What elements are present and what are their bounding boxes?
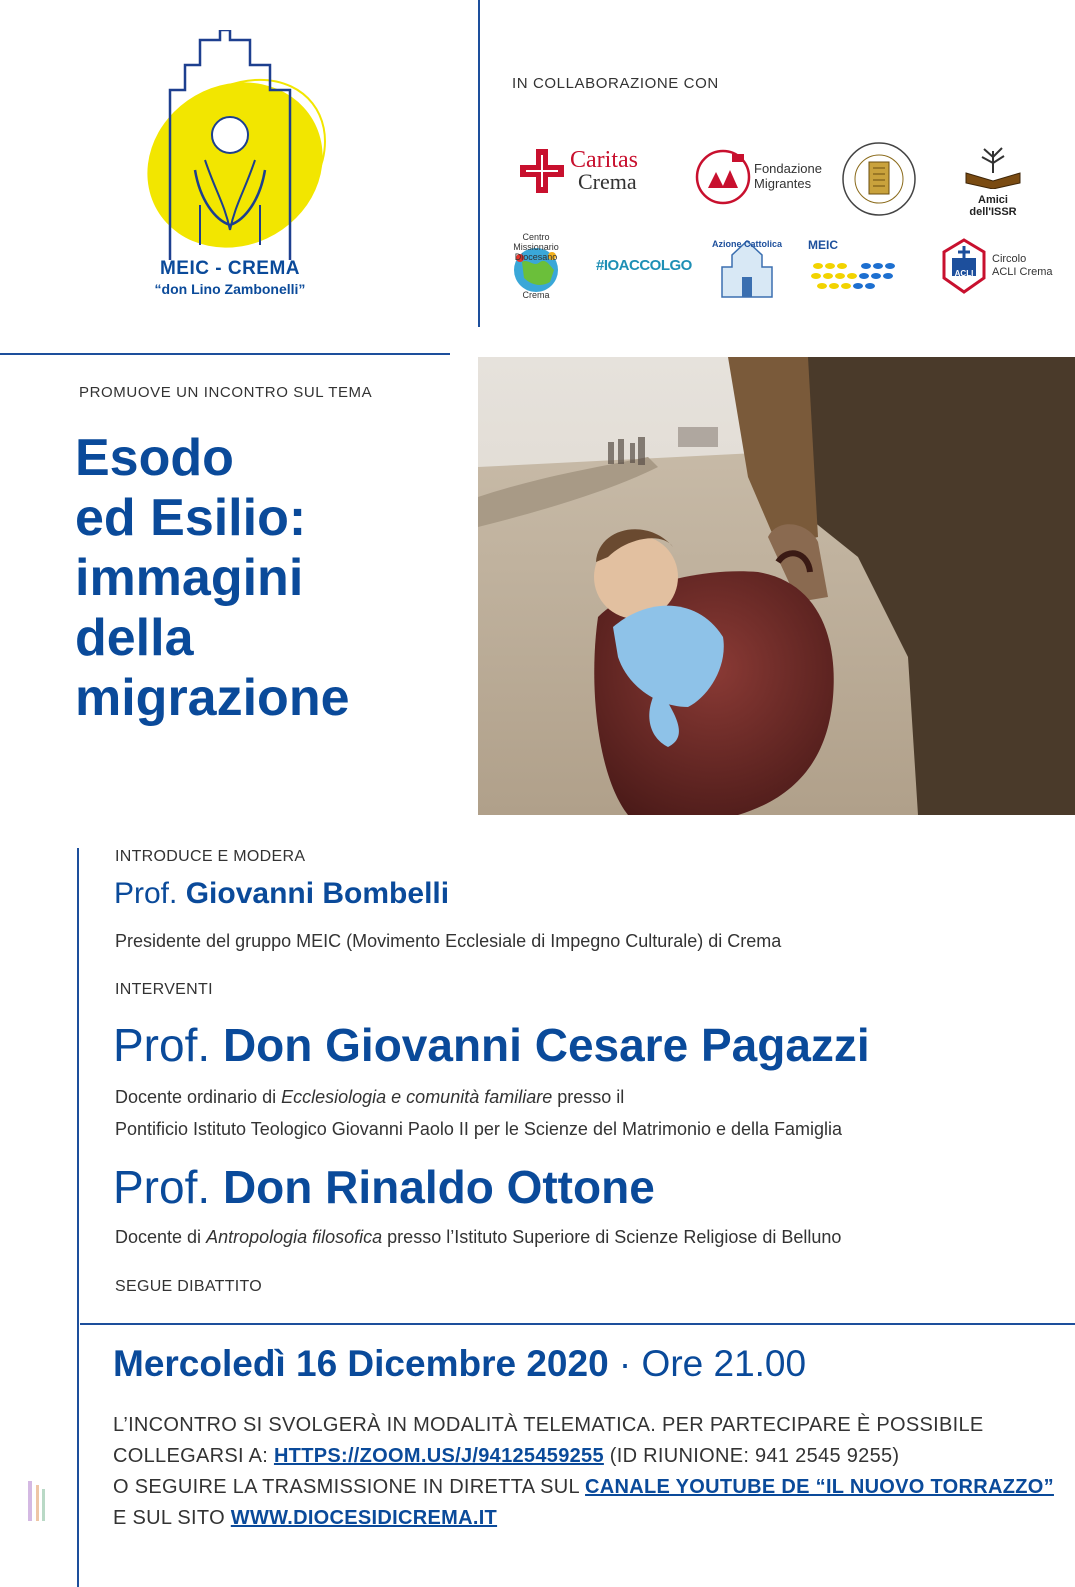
speaker2-desc-a: Docente di	[115, 1227, 207, 1247]
event-datetime	[113, 1343, 806, 1385]
top-vertical-divider	[478, 0, 480, 327]
book-tree-icon	[962, 143, 1024, 189]
azione-text: Azione Cattolica	[712, 239, 783, 249]
moderator-name-line	[114, 877, 449, 911]
event-title	[75, 428, 455, 728]
title-line-4: della	[75, 609, 194, 667]
title-line-1: Esodo	[75, 429, 234, 487]
migration-photo	[478, 357, 1075, 815]
amici-issr-logo	[958, 143, 1028, 218]
zoom-link[interactable]: HTTPS://ZOOM.US/J/94125459255	[273, 1445, 604, 1467]
info-line-2a: COLLEGARSI A:	[113, 1445, 274, 1467]
youtube-link[interactable]: CANALE YOUTUBE DE “IL NUOVO TORRAZZO”	[585, 1476, 1054, 1498]
info-line-3a: O SEGUIRE LA TRASMISSIONE IN DIRETTA SUL	[113, 1476, 586, 1498]
migrantes-seal-icon	[694, 148, 752, 206]
moderator-label: INTRODUCE E MODERA	[115, 848, 306, 865]
event-time: · Ore 21.00	[608, 1343, 807, 1384]
meic2-text: MEIC	[808, 238, 838, 252]
moderator-prefix: Prof.	[114, 877, 178, 910]
mid-horizontal-divider	[80, 1323, 1075, 1325]
speaker1-name: Don Giovanni Cesare Pagazzi	[222, 1019, 870, 1071]
centro-text: Centro Missionario Diocesano	[513, 232, 559, 262]
left-vertical-divider	[77, 848, 79, 1587]
organizer-subtitle: “don Lino Zambonelli”	[154, 281, 306, 297]
promo-label: PROMUOVE UN INCONTRO SUL TEMA	[79, 384, 373, 401]
caritas-cross-icon	[518, 147, 566, 195]
designer-mark	[22, 1475, 52, 1535]
meic-dots-icon	[808, 252, 908, 294]
migrantes-text: Migrantes	[754, 176, 812, 191]
event-date: Mercoledì 16 Dicembre 2020	[113, 1343, 609, 1384]
speaker1-desc-b: presso il	[552, 1087, 625, 1107]
acli-text1: Circolo	[992, 253, 1027, 266]
caritas-city: Crema	[578, 169, 637, 194]
info-line-1: L’INCONTRO SI SVOLGERÀ IN MODALITÀ TELEMATICA. PER PARTECIPARE È POSSIBILE	[113, 1414, 984, 1436]
organizer-name: MEIC - CREMA	[159, 258, 301, 279]
speaker2-desc	[115, 1223, 841, 1252]
top-horizontal-divider	[0, 353, 450, 355]
collaboration-label: IN COLLABORAZIONE CON	[512, 75, 719, 92]
speaker2-desc-em: Antropologia filosofica	[206, 1227, 383, 1247]
speaker1-desc	[115, 1083, 624, 1112]
designer-mark-icon	[22, 1475, 52, 1535]
moderator-name: Giovanni Bombelli	[185, 877, 450, 910]
info-line-4	[113, 1503, 1063, 1534]
title-line-3: immagini	[75, 549, 304, 607]
acli-shield-icon	[940, 238, 988, 294]
speaker2-name: Don Rinaldo Ottone	[222, 1161, 655, 1213]
participation-info	[113, 1410, 1063, 1534]
caritas-logo	[518, 147, 638, 195]
speaker1-prefix: Prof.	[113, 1019, 211, 1071]
info-line-3	[113, 1472, 1063, 1503]
amici-text: Amici dell'ISSR	[969, 194, 1017, 218]
centro-city: Crema	[522, 290, 550, 300]
acli-logo	[940, 238, 1053, 294]
speaker1-desc2: Pontificio Istituto Teologico Giovanni Paolo II per le Scienze del Matrimonio e della Famiglia	[115, 1119, 843, 1139]
moderator-desc: Presidente del gruppo MEIC (Movimento Ecclesiale di Impegno Culturale) di Crema	[115, 931, 782, 951]
speaker1-desc-em: Ecclesiologia e comunità familiare	[281, 1087, 553, 1107]
speaker2-name-line	[113, 1160, 655, 1214]
azione-cattolica-logo	[712, 237, 782, 302]
meic-national-logo	[808, 238, 908, 298]
site-link[interactable]: WWW.DIOCESIDICREMA.IT	[230, 1507, 498, 1529]
caritas-name: Caritas	[570, 147, 638, 173]
acli-shield-text: ACLI	[954, 269, 974, 278]
fondazione-text: Fondazione	[754, 161, 822, 177]
ioaccolgo-logo: #IOACCOLGO	[596, 257, 692, 274]
title-line-2: ed Esilio:	[75, 489, 307, 547]
acli-text2: ACLI Crema	[992, 266, 1053, 278]
info-line-2	[113, 1441, 1063, 1472]
info-line-2b: (ID RIUNIONE: 941 2545 9255)	[603, 1445, 900, 1467]
centro-missionario-logo	[500, 232, 572, 304]
fondazione-migrantes-logo	[694, 148, 822, 206]
interventions-label: INTERVENTI	[115, 981, 213, 998]
speaker1-name-line	[113, 1018, 870, 1072]
speaker2-desc-b: presso l’Istituto Superiore di Scienze Religiose di Belluno	[382, 1227, 842, 1247]
info-line-4a: E SUL SITO	[113, 1507, 231, 1529]
title-line-5: migrazione	[75, 669, 350, 727]
speaker2-prefix: Prof.	[113, 1161, 211, 1213]
speaker1-desc-a: Docente ordinario di	[115, 1087, 282, 1107]
debate-label: SEGUE DIBATTITO	[115, 1278, 263, 1295]
issr-seal-icon	[840, 140, 918, 218]
